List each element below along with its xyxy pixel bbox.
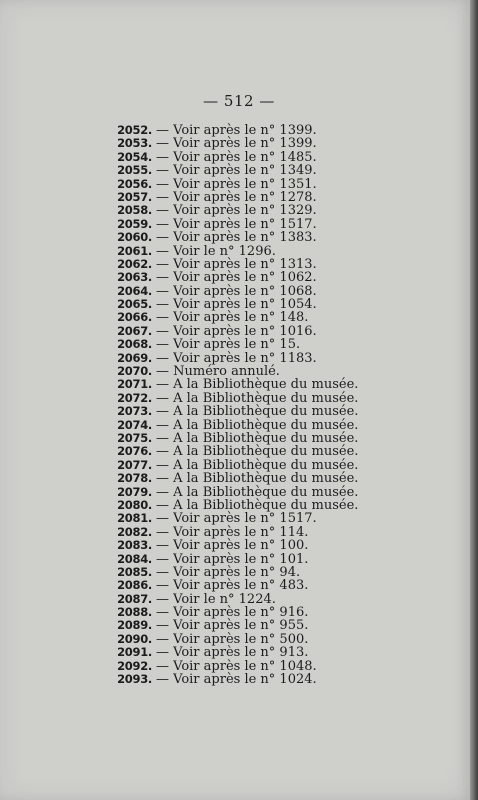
entry-number: 2065. xyxy=(117,297,152,312)
entry-number: 2088. xyxy=(117,605,152,620)
entry-number: 2092. xyxy=(117,658,152,673)
entry-number: 2067. xyxy=(117,323,152,338)
entry-text: — Voir après le n° 500. xyxy=(156,631,309,647)
entry-number: 2090. xyxy=(117,631,152,646)
entry-text: — Voir après le n° 1517. xyxy=(156,216,317,232)
entry-text: — Voir après le n° 100. xyxy=(156,538,309,554)
entry-text: — Voir après le n° 1062. xyxy=(156,270,317,286)
list-item xyxy=(108,218,398,231)
list-item xyxy=(108,579,398,592)
entry-text: — Voir après le n° 1349. xyxy=(156,163,317,179)
entry-text: — Voir après le n° 1399. xyxy=(156,136,317,152)
entry-text: — Voir après le n° 1313. xyxy=(156,256,317,272)
entry-number: 2055. xyxy=(117,163,152,178)
entry-text: — Voir après le n° 114. xyxy=(156,524,309,540)
entry-number: 2056. xyxy=(117,176,152,191)
entry-number: 2087. xyxy=(117,591,152,606)
entry-number: 2063. xyxy=(117,270,152,285)
list-item xyxy=(108,245,398,258)
list-item xyxy=(108,419,398,432)
entry-text: — A la Bibliothèque du musée. xyxy=(156,417,359,433)
entry-number: 2079. xyxy=(117,484,152,499)
list-item xyxy=(108,191,398,204)
list-item xyxy=(108,378,398,391)
entry-number: 2072. xyxy=(117,390,152,405)
list-item xyxy=(108,566,398,579)
list-item xyxy=(108,432,398,445)
list-item xyxy=(108,526,398,539)
entry-text: — A la Bibliothèque du musée. xyxy=(156,444,359,460)
list-item xyxy=(108,258,398,271)
entry-number: 2078. xyxy=(117,471,152,486)
entry-text: — Voir après le n° 1351. xyxy=(156,176,317,192)
list-item xyxy=(108,311,398,324)
list-item xyxy=(108,231,398,244)
entry-number: 2071. xyxy=(117,377,152,392)
entry-text: — A la Bibliothèque du musée. xyxy=(156,404,359,420)
entry-text: — Voir après le n° 15. xyxy=(156,337,301,353)
list-item xyxy=(108,365,398,378)
entry-text: — Voir après le n° 148. xyxy=(156,310,309,326)
entry-number: 2068. xyxy=(117,337,152,352)
entry-text: — Voir après le n° 1024. xyxy=(156,672,317,688)
list-item xyxy=(108,459,398,472)
entry-number: 2069. xyxy=(117,350,152,365)
list-item xyxy=(108,352,398,365)
entry-number: 2052. xyxy=(117,123,152,137)
list-item xyxy=(108,285,398,298)
entry-text: — Voir après le n° 1399. xyxy=(156,123,317,138)
list-item xyxy=(108,660,398,673)
list-item xyxy=(108,445,398,458)
entry-number: 2077. xyxy=(117,457,152,472)
entry-text: — Voir après le n° 94. xyxy=(156,564,301,580)
list-item xyxy=(108,338,398,351)
entry-number: 2066. xyxy=(117,310,152,325)
list-item xyxy=(108,298,398,311)
entry-text: — Voir après le n° 1183. xyxy=(156,350,317,366)
entry-text: — Voir après le n° 1517. xyxy=(156,511,317,527)
entry-text: — Voir après le n° 955. xyxy=(156,618,309,634)
list-item xyxy=(108,646,398,659)
list-item xyxy=(108,164,398,177)
entry-text: — Voir après le n° 1485. xyxy=(156,149,317,165)
entry-number: 2082. xyxy=(117,524,152,539)
list-item xyxy=(108,499,398,512)
entry-list xyxy=(108,124,398,686)
entry-text: — A la Bibliothèque du musée. xyxy=(156,377,359,393)
page-number: — 512 — xyxy=(203,92,275,110)
entry-text: — Voir après le n° 916. xyxy=(156,605,309,621)
entry-number: 2062. xyxy=(117,256,152,271)
entry-number: 2081. xyxy=(117,511,152,526)
entry-number: 2076. xyxy=(117,444,152,459)
entry-text: — A la Bibliothèque du musée. xyxy=(156,390,359,406)
entry-number: 2086. xyxy=(117,578,152,593)
entry-number: 2091. xyxy=(117,645,152,660)
list-item xyxy=(108,178,398,191)
entry-text: — Voir après le n° 1048. xyxy=(156,658,317,674)
entry-text: — Voir après le n° 1054. xyxy=(156,297,317,313)
list-item xyxy=(108,512,398,525)
entry-number: 2064. xyxy=(117,283,152,298)
entry-text: — Voir après le n° 1383. xyxy=(156,230,317,246)
entry-number: 2075. xyxy=(117,430,152,445)
entry-number: 2058. xyxy=(117,203,152,218)
page-edge xyxy=(470,0,478,800)
entry-text: — Voir après le n° 1016. xyxy=(156,323,317,339)
entry-text: — Voir après le n° 1068. xyxy=(156,283,317,299)
list-item xyxy=(108,137,398,150)
entry-number: 2061. xyxy=(117,243,152,258)
entry-text: — A la Bibliothèque du musée. xyxy=(156,497,359,513)
entry-text: — Voir après le n° 1278. xyxy=(156,189,317,205)
entry-number: 2059. xyxy=(117,216,152,231)
entry-text: — Voir après le n° 483. xyxy=(156,578,309,594)
list-item xyxy=(108,619,398,632)
entry-text: — Voir après le n° 101. xyxy=(156,551,309,567)
list-item xyxy=(108,151,398,164)
list-item xyxy=(108,271,398,284)
entry-number: 2089. xyxy=(117,618,152,633)
list-item xyxy=(108,405,398,418)
entry-number: 2074. xyxy=(117,417,152,432)
list-item xyxy=(108,325,398,338)
list-item xyxy=(108,124,398,137)
entry-text: — Numéro annulé. xyxy=(156,364,280,380)
list-item xyxy=(108,486,398,499)
entry-text: — A la Bibliothèque du musée. xyxy=(156,430,359,446)
entry-number: 2083. xyxy=(117,538,152,553)
entry-number: 2057. xyxy=(117,189,152,204)
entry-number: 2080. xyxy=(117,497,152,512)
entry-text: — Voir après le n° 913. xyxy=(156,645,309,661)
entry-text: — A la Bibliothèque du musée. xyxy=(156,471,359,487)
entry-number: 2093. xyxy=(117,672,152,687)
entry-number: 2084. xyxy=(117,551,152,566)
entry-number: 2054. xyxy=(117,149,152,164)
entry-number: 2070. xyxy=(117,364,152,379)
entry-text: — Voir après le n° 1329. xyxy=(156,203,317,219)
list-item xyxy=(108,392,398,405)
list-item xyxy=(108,472,398,485)
list-item xyxy=(108,606,398,619)
list-item xyxy=(108,673,398,686)
entry-number: 2085. xyxy=(117,564,152,579)
entry-text: — Voir le n° 1296. xyxy=(156,243,276,259)
entry-number: 2060. xyxy=(117,230,152,245)
entry-text: — A la Bibliothèque du musée. xyxy=(156,457,359,473)
list-item xyxy=(108,633,398,646)
list-item xyxy=(108,553,398,566)
entry-number: 2053. xyxy=(117,136,152,151)
list-item xyxy=(108,593,398,606)
entry-text: — A la Bibliothèque du musée. xyxy=(156,484,359,500)
list-item xyxy=(108,204,398,217)
list-item xyxy=(108,539,398,552)
entry-text: — Voir le n° 1224. xyxy=(156,591,276,607)
entry-number: 2073. xyxy=(117,404,152,419)
